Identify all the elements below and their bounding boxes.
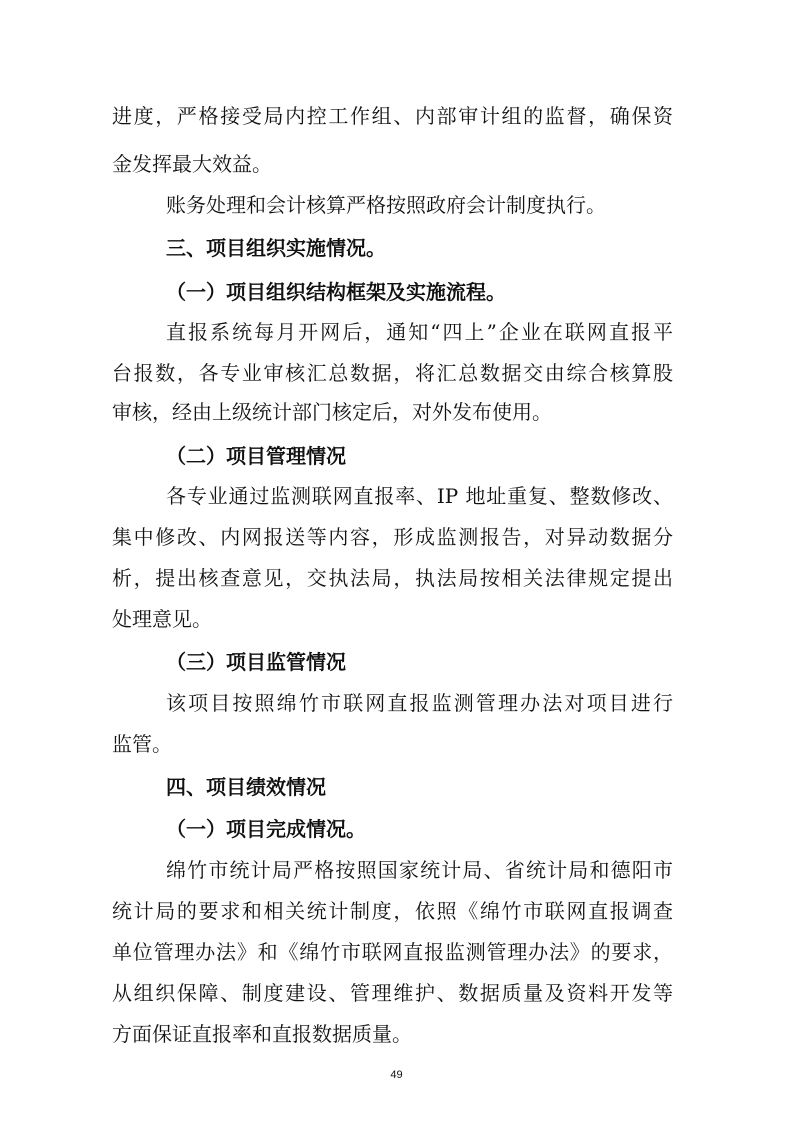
paragraph-line: 单位管理办法》和《绵竹市联网直报监测管理办法》的要求， [112,940,673,964]
subsection-heading: （一）项目组织结构框架及实施流程。 [166,280,506,304]
page-number: 49 [390,1069,403,1081]
paragraph-line: 台报数，各专业审核汇总数据，将汇总数据交由综合核算股 [112,361,673,385]
paragraph-line: 各专业通过监测联网直报率、IP 地址重复、整数修改、 [166,484,673,508]
section-heading: 四、项目绩效情况 [166,775,326,799]
paragraph-line: 审核，经由上级统计部门核定后，对外发布使用。 [112,400,552,424]
paragraph-line: 析，提出核查意见，交执法局，执法局按相关法律规定提出 [112,566,673,590]
paragraph-line: 绵竹市统计局严格按照国家统计局、省统计局和德阳市 [166,858,673,882]
section-heading: 三、项目组织实施情况。 [166,236,386,260]
paragraph-line: 统计局的要求和相关统计制度，依照《绵竹市联网直报调查 [112,899,673,923]
paragraph-line: 处理意见。 [112,607,212,631]
paragraph-line: 监管。 [112,732,172,756]
subsection-heading: （二）项目管理情况 [166,444,346,468]
paragraph-line: 集中修改、内网报送等内容，形成监测报告，对异动数据分 [112,525,673,549]
paragraph-line: 账务处理和会计核算严格按照政府会计制度执行。 [166,193,606,217]
subsection-heading: （三）项目监管情况 [166,650,346,674]
paragraph-line: 从组织保障、制度建设、管理维护、数据质量及资料开发等 [112,981,673,1005]
paragraph-line: 方面保证直报率和直报数据质量。 [112,1022,412,1046]
paragraph-line: 该项目按照绵竹市联网直报监测管理办法对项目进行 [166,691,673,715]
subsection-heading: （一）项目完成情况。 [166,817,366,841]
paragraph-line: 进度，严格接受局内控工作组、内部审计组的监督，确保资 [112,104,673,128]
paragraph-line: 金发挥最大效益。 [112,152,272,176]
paragraph-line: 直报系统每月开网后，通知“四上”企业在联网直报平 [166,320,673,344]
